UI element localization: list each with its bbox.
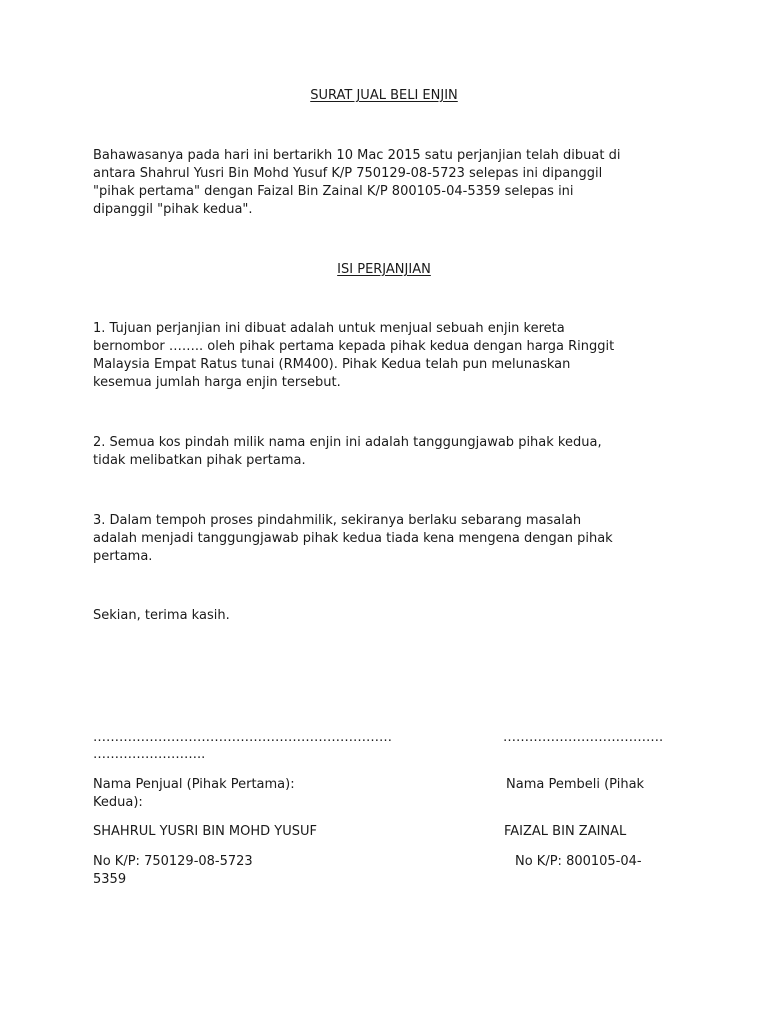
intro-line: "pihak pertama" dengan Faizal Bin Zainal K/P 800105-04-5359 selepas ini — [93, 184, 574, 199]
document-title: SURAT JUAL BELI ENJIN — [310, 88, 458, 103]
seller-label: Nama Penjual (Pihak Pertama): — [93, 777, 295, 792]
clause-1 — [93, 320, 614, 392]
buyer-id: No K/P: 800105-04- — [515, 854, 642, 869]
clause-line: 3. Dalam tempoh proses pindahmilik, sekiranya berlaku sebarang masalah — [93, 513, 582, 528]
closing-text: Sekian, terima kasih. — [93, 608, 230, 623]
intro-line: dipanggil "pihak kedua". — [93, 202, 253, 217]
section-heading: ISI PERJANJIAN — [337, 262, 431, 277]
clause-line: tidak melibatkan pihak pertama. — [93, 453, 306, 468]
clause-line: kesemua jumlah harga enjin tersebut. — [93, 375, 341, 390]
seller-name: SHAHRUL YUSRI BIN MOHD YUSUF — [93, 824, 318, 839]
clause-3 — [93, 512, 613, 566]
clause-line: Malaysia Empat Ratus tunai (RM400). Pihak Kedua telah pun melunaskan — [93, 357, 571, 372]
seller-id: No K/P: 750129-08-5723 — [93, 854, 253, 869]
clause-2 — [93, 434, 602, 470]
buyer-signature-line-continued: …………………….. — [93, 747, 206, 762]
clause-line: pertama. — [93, 549, 153, 564]
buyer-label-continued: Kedua): — [93, 795, 143, 810]
buyer-signature-line: ………………………………. — [503, 730, 664, 745]
intro-line: Bahawasanya pada hari ini bertarikh 10 Mac 2015 satu perjanjian telah dibuat di — [93, 148, 621, 163]
clause-line: bernombor …….. oleh pihak pertama kepada pihak kedua dengan harga Ringgit — [93, 339, 615, 354]
seller-signature-line: …………………………………………………………… — [93, 730, 392, 745]
intro-line: antara Shahrul Yusri Bin Mohd Yusuf K/P 750129-08-5723 selepas ini dipanggil — [93, 166, 603, 181]
clause-line: 2. Semua kos pindah milik nama enjin ini adalah tanggungjawab pihak kedua, — [93, 435, 602, 450]
buyer-name: FAIZAL BIN ZAINAL — [504, 824, 627, 839]
clause-line: 1. Tujuan perjanjian ini dibuat adalah untuk menjual sebuah enjin kereta — [93, 321, 565, 336]
buyer-id-continued: 5359 — [93, 872, 127, 887]
buyer-label: Nama Pembeli (Pihak — [506, 777, 645, 792]
intro-paragraph — [93, 147, 620, 219]
clause-line: adalah menjadi tanggungjawab pihak kedua tiada kena mengena dengan pihak — [93, 531, 613, 546]
